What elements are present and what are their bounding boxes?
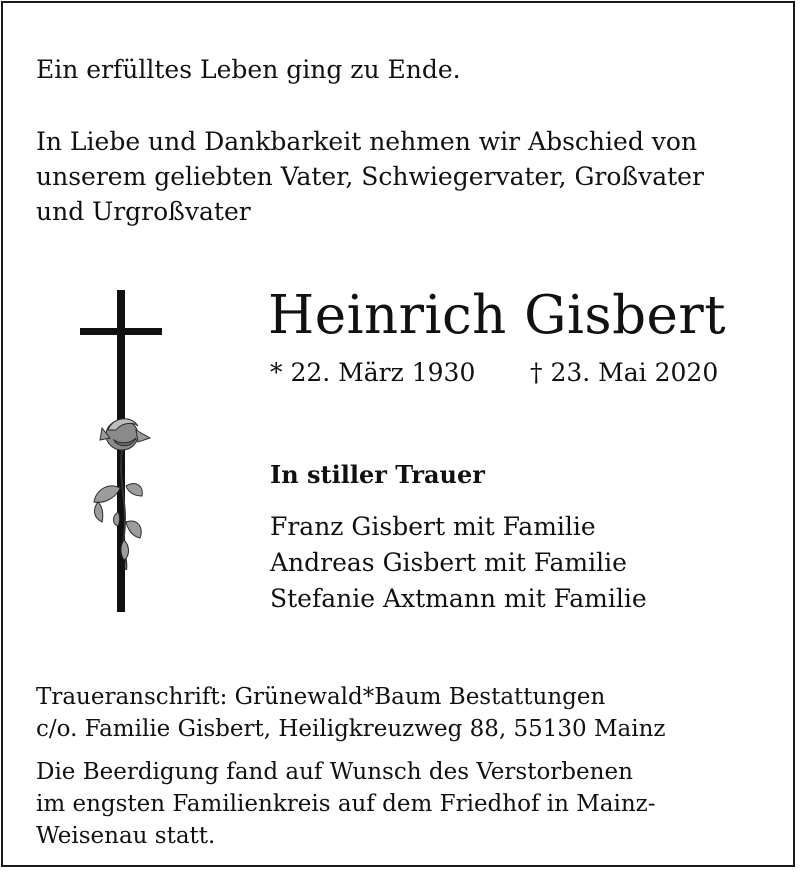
mourners-list <box>270 509 647 617</box>
mourning-heading: In stiller Trauer <box>270 460 485 489</box>
mourner-item: Stefanie Axtmann mit Familie <box>270 584 647 613</box>
mourner-item: Andreas Gisbert mit Familie <box>270 548 627 577</box>
note-line: im engsten Familienkreis auf dem Friedhof in Mainz- <box>36 791 656 817</box>
mourning-address <box>36 681 666 745</box>
intro-paragraph <box>36 124 704 229</box>
intro-paragraph-line: In Liebe und Dankbarkeit nehmen wir Abschied von <box>36 127 698 156</box>
note-line: Die Beerdigung fand auf Wunsch des Verstorbenen <box>36 759 633 785</box>
address-line: Traueranschrift: Grünewald*Baum Bestattungen <box>36 684 606 710</box>
note-line: Weisenau statt. <box>36 823 216 849</box>
intro-paragraph-line: unserem geliebten Vater, Schwiegervater, Großvater <box>36 162 704 191</box>
address-line: c/o. Familie Gisbert, Heiligkreuzweg 88, 55130 Mainz <box>36 716 666 742</box>
cross-with-rose-icon <box>78 290 168 615</box>
death-date: † 23. Mai 2020 <box>530 358 719 387</box>
mourner-item: Franz Gisbert mit Familie <box>270 512 596 541</box>
deceased-name: Heinrich Gisbert <box>268 285 727 346</box>
intro-paragraph-line: und Urgroßvater <box>36 197 251 226</box>
intro-line: Ein erfülltes Leben ging zu Ende. <box>36 55 461 84</box>
birth-date: * 22. März 1930 <box>270 358 476 387</box>
funeral-note <box>36 756 656 852</box>
